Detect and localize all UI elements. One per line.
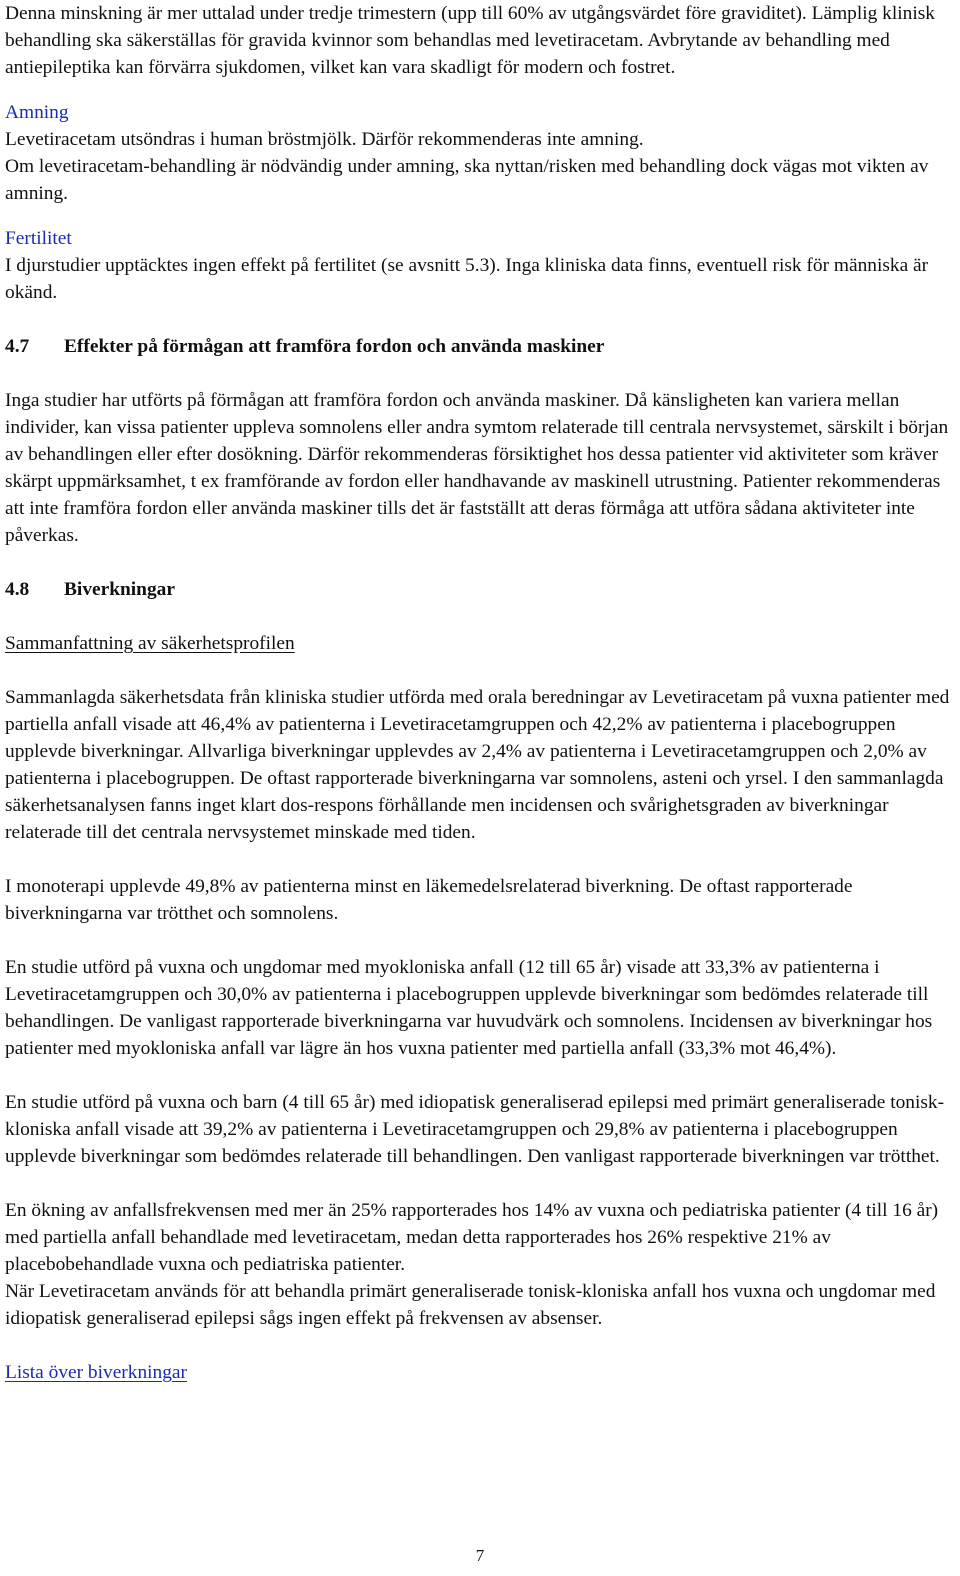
- fertilitet-paragraph: I djurstudier upptäcktes ingen effekt på fertilitet (se avsnitt 5.3). Inga kliniska data finns, eventuell risk för människa är okänd.: [5, 255, 929, 303]
- spacer: [5, 1062, 957, 1089]
- spacer: [5, 927, 957, 954]
- spacer: [5, 306, 957, 333]
- summary-paragraph-4: En studie utförd på vuxna och barn (4 till 65 år) med idiopatisk generaliserad epilepsi med primärt generaliserade tonisk-kloniska anfall visade att 39,2% av patienterna i Levetiracetamgruppen och 29,8% av patienterna i placebogruppen upplevde biverkningar som bedömdes relaterade till behandlingen. Den vanligast rapporterade biverkningen var trötthet.: [5, 1092, 945, 1167]
- amning-paragraph-2: Om levetiracetam-behandling är nödvändig under amning, ska nyttan/risken med behandling dock vägas mot vikten av amning.: [5, 156, 929, 204]
- section-4-7-paragraph: Inga studier har utförts på förmågan att framföra fordon och använda maskiner. Då känsligheten kan variera mellan individer, kan vissa patienter uppleva somnolens eller andra symtom relaterade till centrala nervsystemet, särskilt i början av behandlingen eller efter dosökning. Därför rekommenderas försiktighet hos dessa patienter vid aktiviteter som kräver skärpt uppmärksamhet, t ex framförande av fordon eller handhavande av maskinell utrustning. Patienter rekommenderas att inte framföra fordon eller använda maskiner tills det är fastställt att deras förmåga att utföra sådana aktiviteter inte påverkas.: [5, 390, 949, 546]
- fertilitet-heading: Fertilitet: [5, 228, 72, 249]
- amning-paragraph-1: Levetiracetam utsöndras i human bröstmjölk. Därför rekommenderas inte amning.: [5, 129, 644, 150]
- amning-heading: Amning: [5, 102, 69, 123]
- summary-paragraph-1: Sammanlagda säkerhetsdata från kliniska studier utförda med orala beredningar av Levetiracetam på vuxna patienter med partiella anfall visade att 46,4% av patienterna i Levetiracetamgruppen och 42,2% av patienterna i placebogruppen upplevde biverkningar. Allvarliga biverkningar upplevdes av 2,4% av patienterna i Levetiracetamgruppen och 2,0% av patienterna i placebogruppen. De oftast rapporterade biverkningarna var somnolens, asteni och yrsel. I den sammanlagda säkerhetsanalysen fanns inget klart dos-respons förhållande men incidensen och svårighetsgraden av biverkningar relaterade till det centrala nervsystemet minskade med tiden.: [5, 687, 950, 843]
- section-number: 4.7: [5, 336, 30, 357]
- section-4-8-heading: [5, 576, 957, 603]
- spacer: [5, 207, 957, 225]
- spacer: [5, 81, 957, 99]
- pregnancy-paragraph: Denna minskning är mer uttalad under tredje trimestern (upp till 60% av utgångsvärdet före graviditet). Lämplig klinisk behandling ska säkerställas för gravida kvinnor som behandlas med levetiracetam. Avbrytande av behandling med antiepileptika kan förvärra sjukdomen, vilket kan vara skadligt för modern och fostret.: [5, 3, 935, 78]
- section-title: Biverkningar: [64, 579, 175, 600]
- page-number: 7: [475, 1546, 485, 1565]
- summary-heading: Sammanfattning av säkerhetsprofilen: [5, 633, 295, 654]
- summary-paragraph-6: När Levetiracetam används för att behandla primärt generaliserade tonisk-kloniska anfall hos vuxna och ungdomar med idiopatisk generaliserad epilepsi sågs ingen effekt på frekvensen av absenser.: [5, 1281, 936, 1329]
- spacer: [5, 360, 957, 387]
- spacer: [5, 549, 957, 576]
- spacer: [5, 657, 957, 684]
- spacer: [5, 846, 957, 873]
- section-title: Effekter på förmågan att framföra fordon och använda maskiner: [64, 336, 605, 357]
- spacer: [5, 603, 957, 630]
- summary-paragraph-5: En ökning av anfallsfrekvensen med mer än 25% rapporterades hos 14% av vuxna och pediatriska patienter (4 till 16 år) med partiella anfall behandlade med levetiracetam, medan detta rapporterades hos 26% respektive 21% av placebobehandlade vuxna och pediatriska patienter.: [5, 1200, 939, 1275]
- summary-paragraph-2: I monoterapi upplevde 49,8% av patienterna minst en läkemedelsrelaterad biverkning. De oftast rapporterade biverkningarna var trötthet och somnolens.: [5, 876, 853, 924]
- list-heading: Lista över biverkningar: [5, 1362, 187, 1383]
- spacer: [5, 1170, 957, 1197]
- spacer: [5, 1332, 957, 1359]
- summary-paragraph-3: En studie utförd på vuxna och ungdomar med myokloniska anfall (12 till 65 år) visade att 33,3% av patienterna i Levetiracetamgruppen och 30,0% av patienterna i placebogruppen upplevde biverkningar som bedömdes relaterade till behandlingen. De vanligast rapporterade biverkningarna var huvudvärk och somnolens. Incidensen av biverkningar hos patienter med myokloniska anfall var lägre än hos vuxna patienter med partiella anfall (33,3% mot 46,4%).: [5, 957, 933, 1059]
- section-4-7-heading: [5, 333, 957, 360]
- section-number: 4.8: [5, 579, 30, 600]
- document-page: [5, 0, 957, 1386]
